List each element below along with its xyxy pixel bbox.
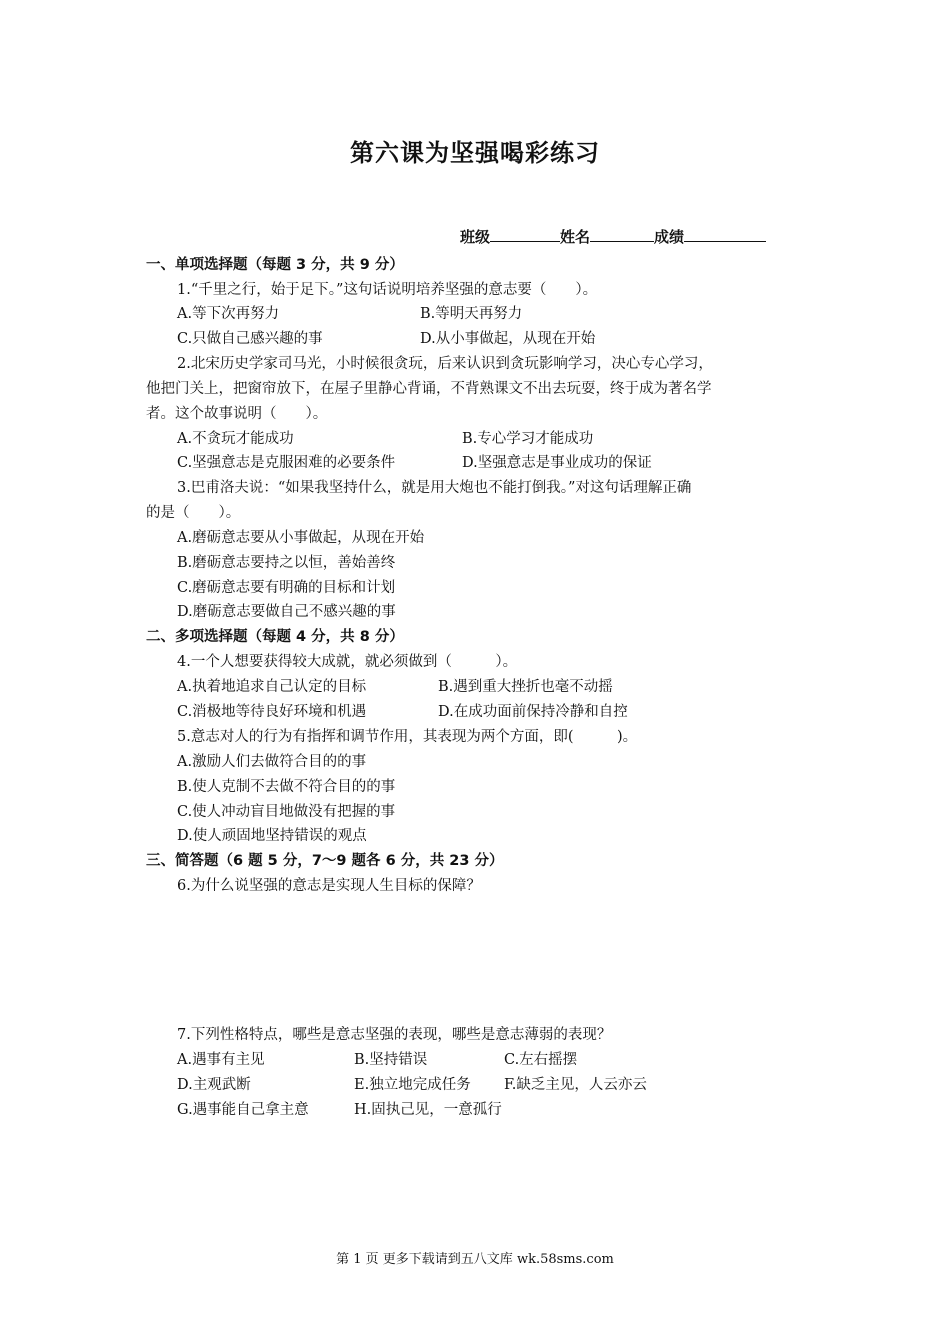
name-blank[interactable] xyxy=(590,227,654,242)
q1-option-d: D.从小事做起，从现在开始 xyxy=(420,331,596,347)
score-blank[interactable] xyxy=(684,227,766,242)
q2-stem-line-3: 者。这个故事说明（ ）。 xyxy=(146,406,328,422)
q7-option-e: E.独立地完成任务 xyxy=(354,1077,471,1093)
q4-stem: 4.一个人想要获得较大成就，就必须做到（ ）。 xyxy=(177,654,518,670)
section-heading-multiple-choice: 二、多项选择题（每题 4 分，共 8 分） xyxy=(146,629,404,645)
section-heading-short-answer: 三、简答题（6 题 5 分，7～9 题各 6 分，共 23 分） xyxy=(146,853,504,869)
q3-option-b: B.磨砺意志要持之以恒，善始善终 xyxy=(177,555,396,571)
q3-stem-line-2: 的是（ ）。 xyxy=(146,505,241,521)
q6-stem: 6.为什么说坚强的意志是实现人生目标的保障？ xyxy=(177,878,481,894)
q1-option-b: B.等明天再努力 xyxy=(420,306,523,322)
score-label: 成绩 xyxy=(654,228,685,246)
q2-stem-line-2: 他把门关上，把窗帘放下，在屋子里静心背诵，不背熟课文不出去玩耍，终于成为著名学 xyxy=(146,381,712,397)
q1-stem: 1.“千里之行，始于足下。”这句话说明培养坚强的意志要（ ）。 xyxy=(177,282,598,298)
q5-option-c: C.使人冲动盲目地做没有把握的事 xyxy=(177,804,396,820)
class-blank[interactable] xyxy=(490,227,560,242)
student-info-line xyxy=(460,226,766,247)
q2-option-b: B.专心学习才能成功 xyxy=(462,431,594,447)
q7-option-g: G.遇事能自己拿主意 xyxy=(177,1102,309,1118)
q7-stem: 7.下列性格特点，哪些是意志坚强的表现，哪些是意志薄弱的表现？ xyxy=(177,1027,612,1043)
section-heading-single-choice: 一、单项选择题（每题 3 分，共 9 分） xyxy=(146,257,404,273)
q4-option-a: A.执着地追求自己认定的目标 xyxy=(177,679,367,695)
q4-option-c: C.消极地等待良好环境和机遇 xyxy=(177,704,367,720)
q4-option-b: B.遇到重大挫折也毫不动摇 xyxy=(438,679,613,695)
q5-option-b: B.使人克制不去做不符合目的的事 xyxy=(177,779,396,795)
q3-option-c: C.磨砺意志要有明确的目标和计划 xyxy=(177,580,396,596)
q7-option-c: C.左右摇摆 xyxy=(504,1052,578,1068)
q2-option-a: A.不贪玩才能成功 xyxy=(177,431,294,447)
q2-stem-line-1: 2.北宋历史学家司马光，小时候很贪玩，后来认识到贪玩影响学习，决心专心学习， xyxy=(177,356,713,372)
q7-option-a: A.遇事有主见 xyxy=(177,1052,265,1068)
class-label: 班级 xyxy=(460,228,491,246)
q5-option-d: D.使人顽固地坚持错误的观点 xyxy=(177,828,367,844)
q7-option-h: H.固执己见，一意孤行 xyxy=(354,1102,502,1118)
q5-option-a: A.激励人们去做符合目的的事 xyxy=(177,754,367,770)
name-label: 姓名 xyxy=(560,228,591,246)
q7-option-d: D.主观武断 xyxy=(177,1077,251,1093)
q5-stem: 5.意志对人的行为有指挥和调节作用，其表现为两个方面，即( )。 xyxy=(177,729,638,745)
q2-option-c: C.坚强意志是克服困难的必要条件 xyxy=(177,455,396,471)
q3-option-a: A.磨砺意志要从小事做起，从现在开始 xyxy=(177,530,425,546)
q3-stem-line-1: 3.巴甫洛夫说：“如果我坚持什么，就是用大炮也不能打倒我。”对这句话理解正确 xyxy=(177,480,692,496)
q7-option-b: B.坚持错误 xyxy=(354,1052,428,1068)
q7-option-f: F.缺乏主见，人云亦云 xyxy=(504,1077,647,1093)
q2-option-d: D.坚强意志是事业成功的保证 xyxy=(462,455,652,471)
page-footer: 第 1 页 更多下载请到五八文库 wk.58sms.com xyxy=(336,1252,614,1267)
q1-option-a: A.等下次再努力 xyxy=(177,306,280,322)
q4-option-d: D.在成功面前保持冷静和自控 xyxy=(438,704,628,720)
q1-option-c: C.只做自己感兴趣的事 xyxy=(177,331,323,347)
q3-option-d: D.磨砺意志要做自己不感兴趣的事 xyxy=(177,604,396,620)
page-title: 第六课为坚强喝彩练习 xyxy=(350,139,600,167)
